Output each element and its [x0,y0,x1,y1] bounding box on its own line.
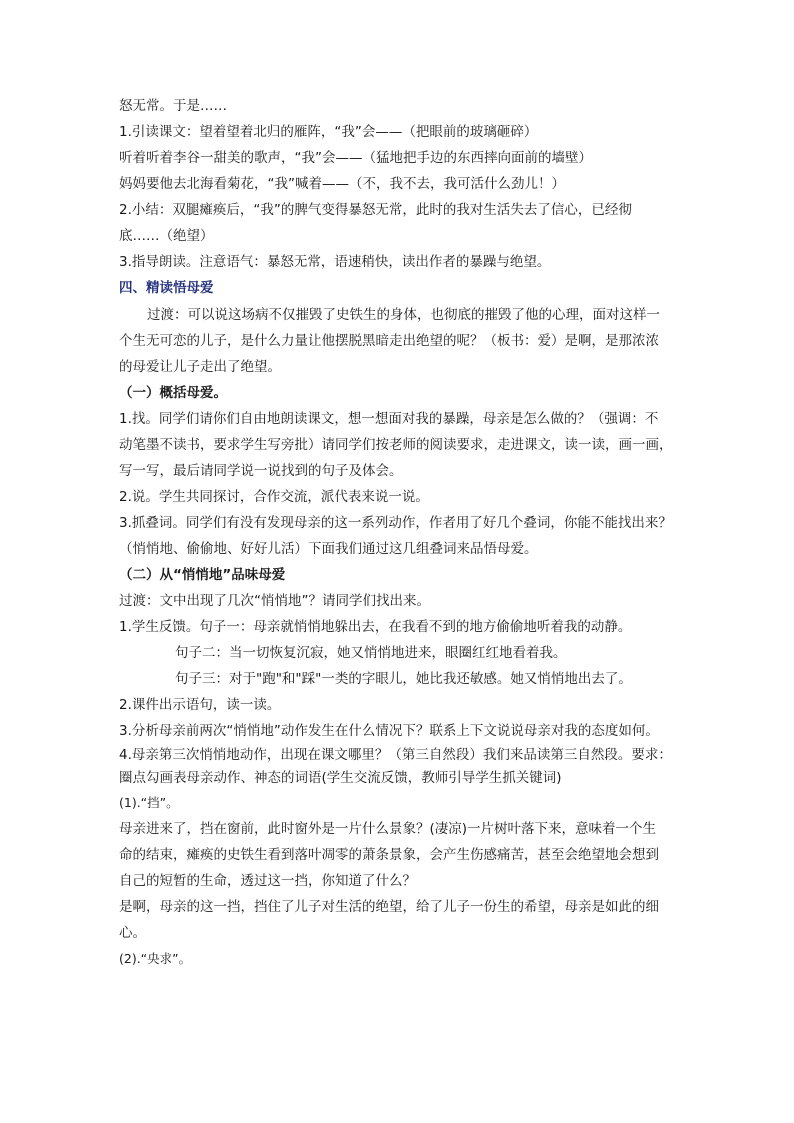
paragraph-line: 2.课件出示语句，读一读。 [119,697,281,713]
paragraph-line: 怒无常。于是…… [119,98,227,114]
paragraph-line: 命的结束，瘫痪的史铁生看到落叶凋零的萧条景象，会产生伤感痛苦，甚至会绝望地会想到 [119,847,659,863]
paragraph-line: 是啊，母亲的这一挡，挡住了儿子对生活的绝望，给了儿子一份生的希望，母亲是如此的细 [119,899,659,915]
subsection-heading: （二）从“悄悄地”品味母爱 [119,567,286,583]
paragraph-line: (2).“央求”。 [119,951,192,966]
paragraph-line: (1).“挡”。 [119,795,179,810]
paragraph-line: 心。 [119,925,146,941]
document-body [119,93,684,972]
paragraph-line: 动笔墨不读书，要求学生写旁批）请同学们按老师的阅读要求，走进课文，读一读，画一画， [119,437,673,453]
paragraph-line: 过渡：可以说这场病不仅摧毁了史铁生的身体，也彻底的摧毁了他的心理，面对这样一 [147,307,660,323]
paragraph-line: 圈点勾画表母亲动作、神态的词语(学生交流反馈，教师引导学生抓关键词) [119,770,562,786]
paragraph-line: 句子二：当一切恢复沉寂，她又悄悄地进来，眼圈红红地看着我。 [175,645,567,661]
paragraph-line: 3.分析母亲前两次“悄悄地”动作发生在什么情况下？联系上下文说说母亲对我的态度如何。 [119,723,659,739]
paragraph-line: 的母爱让儿子走出了绝望。 [119,359,281,375]
paragraph-line: 1.学生反馈。句子一：母亲就悄悄地躲出去，在我看不到的地方偷偷地听着我的动静。 [119,619,632,635]
paragraph-line: 4.母亲第三次悄悄地动作，出现在课文哪里？（第三自然段）我们来品读第三自然段。要求： [119,747,672,763]
paragraph-line: 句子三：对于"跑"和"踩"一类的字眼儿，她比我还敏感。她又悄悄地出去了。 [175,671,632,687]
paragraph-line: 自己的短暂的生命，透过这一挡，你知道了什么？ [119,873,416,889]
section-heading: 四、精读悟母爱 [119,280,214,296]
paragraph-line: 过渡：文中出现了几次“悄悄地”？请同学们找出来。 [119,593,430,609]
subsection-heading: （一）概括母爱。 [119,385,227,401]
paragraph-line: 3.抓叠词。同学们有没有发现母亲的这一系列动作，作者用了好几个叠词，你能不能找出来？ [119,515,672,531]
paragraph-line: 母亲进来了，挡在窗前，此时窗外是一片什么景象？(凄凉)一片树叶落下来，意味着一个生 [119,821,657,837]
paragraph-line: 2.小结：双腿瘫痪后，“我”的脾气变得暴怒无常，此时的我对生活失去了信心，已经彻 [119,202,632,218]
paragraph-line: （悄悄地、偷偷地、好好儿活）下面我们通过这几组叠词来品悟母爱。 [119,541,538,557]
paragraph-line: 3.指导朗读。注意语气：暴怒无常，语速稍快，读出作者的暴躁与绝望。 [119,254,551,270]
paragraph-line: 个生无可恋的儿子，是什么力量让他摆脱黑暗走出绝望的呢？（板书：爱）是啊，是那浓浓 [119,333,659,349]
paragraph-line: 1.引读课文：望着望着北归的雁阵，“我”会——（把眼前的玻璃砸碎） [119,124,538,140]
paragraph-line: 1.找。同学们请你们自由地朗读课文，想一想面对我的暴躁，母亲是怎么做的？（强调：不 [119,411,659,427]
paragraph-line: 底……（绝望） [119,228,214,244]
paragraph-line: 写一写，最后请同学说一说找到的句子及体会。 [119,463,403,479]
paragraph-line: 2.说。学生共同探讨，合作交流，派代表来说一说。 [119,489,429,505]
paragraph-line: 听着听着李谷一甜美的歌声，“我”会——（猛地把手边的东西摔向面前的墙壁） [119,150,592,166]
paragraph-line: 妈妈要他去北海看菊花，“我”喊着——（不，我不去，我可活什么劲儿！） [119,176,565,192]
